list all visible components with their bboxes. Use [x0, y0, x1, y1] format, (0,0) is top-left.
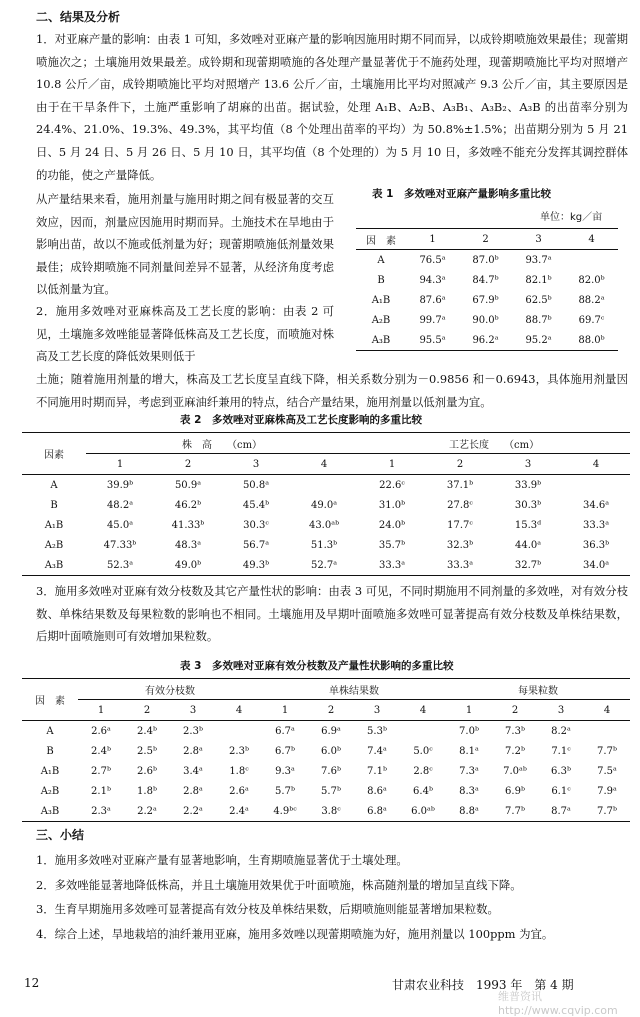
- table1-cell: 87.0ᵇ: [472, 254, 499, 266]
- table3-factor: A₁B: [40, 765, 60, 777]
- table3-factor: A: [46, 725, 54, 737]
- table3-cell: 7.6ᵇ: [321, 765, 341, 777]
- table-row: [356, 310, 618, 330]
- table3-cell: 6.9ᵃ: [321, 725, 341, 737]
- paragraph-plant-height-intro: 2．施用多效唑对亚麻株高及工艺长度的影响：由表 2 可见，土壤施多效唑能显著降低株高及工艺长度，而喷施对株高及工艺长度的降低效果则低于: [36, 304, 334, 364]
- table2-cell: 33.3ᵃ: [582, 519, 610, 531]
- table3-subcol: 2: [492, 700, 538, 721]
- table2-cell: 22.6ᶜ: [379, 479, 405, 491]
- table1-cell: 69.7ᶜ: [578, 314, 605, 326]
- table3-cell: 2.3ᵇ: [183, 725, 203, 737]
- paragraph-plant-height-cont: 土施；随着施用剂量的增大，株高及工艺长度呈直线下降，相关系数分别为－0.9856 和－0.6943，具体施用剂量因不同施用时期而异，考虑到亚麻油纤兼用的特点，结合产量结果，施用剂量以低剂量为宜。: [36, 372, 628, 409]
- table3-subcol: 3: [170, 700, 216, 721]
- table3-cell: 8.7ᵃ: [538, 801, 584, 822]
- table2-cell: 33.9ᵇ: [514, 479, 542, 491]
- table1-cell: 87.6ᵃ: [419, 294, 446, 306]
- table2-cell: 49.0ᵃ: [310, 499, 338, 511]
- table-row: [22, 721, 630, 742]
- table3-cell: 9.3ᵃ: [275, 765, 295, 777]
- table2-factor: A: [50, 479, 58, 491]
- table2-cell: 45.0ᵃ: [106, 519, 134, 531]
- table3-factor: A₃B: [22, 801, 78, 822]
- table2-subcol: 2: [154, 454, 222, 475]
- table3-cell: 7.7ᵇ: [597, 745, 617, 757]
- table2-cell: [562, 475, 630, 496]
- table-row: [356, 330, 618, 351]
- table2-cell: 49.0ᵇ: [154, 555, 222, 576]
- journal-footer: 甘肃农业科技 1993 年 第 4 期: [392, 978, 574, 992]
- table3-subheader-row: [22, 700, 630, 721]
- table2-cell: 44.0ᵃ: [514, 539, 542, 551]
- table1-cell: 82.0ᵇ: [578, 274, 605, 286]
- table3-cell: 2.4ᵇ: [137, 725, 157, 737]
- table3-cell: [216, 721, 262, 742]
- table2-group-row: [22, 433, 630, 454]
- table1-cell: 67.9ᵇ: [472, 294, 499, 306]
- table-row: [22, 475, 630, 496]
- table3-cell: 2.8ᵃ: [183, 785, 203, 797]
- table2-cell: 45.4ᵇ: [242, 499, 270, 511]
- page-number: 12: [24, 976, 40, 990]
- table3-cell: 2.2ᵃ: [170, 801, 216, 822]
- table3-cell: 2.6ᵇ: [137, 765, 157, 777]
- table3-cell: 2.7ᵇ: [91, 765, 111, 777]
- table3-cell: 7.2ᵇ: [505, 745, 525, 757]
- table2-cell: 51.3ᵇ: [310, 539, 338, 551]
- table2-cell: 47.33ᵇ: [103, 539, 137, 551]
- table3-cell: 6.1ᶜ: [551, 785, 571, 797]
- table3-cell: 2.3ᵇ: [229, 745, 249, 757]
- table2-cell: 35.7ᵇ: [378, 539, 406, 551]
- table2-cell: 49.3ᵇ: [222, 555, 290, 576]
- table3-cell: 6.3ᵇ: [551, 765, 571, 777]
- table3-subcol: 2: [124, 700, 170, 721]
- summary-list: [36, 848, 628, 946]
- list-item: 2．多效唑能显著地降低株高，并且土壤施用效果优于叶面喷施，株高随剂量的增加呈直线下降。: [36, 877, 522, 892]
- table2-cell: 37.1ᵇ: [446, 479, 474, 491]
- table2-subcol: 4: [290, 454, 358, 475]
- table2-subcol: 3: [494, 454, 562, 475]
- table2-group-length: 工艺长度 （cm）: [358, 433, 630, 454]
- table1-col: 4: [565, 229, 618, 250]
- list-item: 3．生育早期施用多效唑可显著提高有效分枝及单株结果数，后期喷施则能显著增加果粒数。: [36, 902, 499, 916]
- table3-cell: 2.6ᵃ: [91, 725, 111, 737]
- table1-cell: 76.5ᵃ: [419, 254, 446, 266]
- table1-cell: 88.7ᵇ: [525, 314, 552, 326]
- table3-cell: 8.2ᵃ: [551, 725, 571, 737]
- table2-corner: 因素: [22, 433, 86, 475]
- table2-cell: 46.2ᵇ: [174, 499, 202, 511]
- table3-cell: 7.1ᶜ: [551, 745, 571, 757]
- table1-factor: A₂B: [371, 314, 391, 326]
- table1-col: 1: [406, 229, 459, 250]
- table1-cell: 88.0ᵇ: [565, 330, 618, 351]
- table-row: [356, 270, 618, 290]
- table3-cell: 4.9ᵇᶜ: [262, 801, 308, 822]
- paragraph-branches: 3．施用多效唑对亚麻有效分枝数及其它产量性状的影响：由表 3 可见，不同时期施用不同剂量的多效唑，对有效分枝数、单株结果数及每果粒数的影响也不相同。土壤施用及早期叶面喷施多效唑可显著提高有效分枝数及单株结果数，后期叶面喷施则可有效增加果粒数。: [36, 584, 628, 644]
- table1-unit: 单位：kg／亩: [540, 212, 603, 223]
- table3-cell: 6.7ᵇ: [275, 745, 295, 757]
- paragraph-yield-effect: 1．对亚麻产量的影响：由表 1 可知，多效唑对亚麻产量的影响因施用时期不同而异，以成铃期喷施效果最佳；现蕾期喷施次之；土壤施用效果最差。成铃期和现蕾期喷施的各处理产量显著优于不施药处理，现蕾期喷施比平均对照增产 10.8 公斤／亩，成铃期喷施比平均对照增产 13.6 公斤／亩，土壤施用比平均对照减产 9.3 公斤／亩，其主要原因是由于在干旱条件下，土施严重影响了胡麻的出苗。据试验，处理 A₁B、A₂B、A₃B₁、A₃B₂、A₃B 的出苗率分别为 24.4%、21.0%、19.3%、49.3%，其平均值（8 个处理出苗率的平均）为 50.8%±1.5%；出苗期分别为 5 月 21 日、5 月 24 日、5 月 26 日、5 月 10 日，其平均值（8 个处理的）为 5 月 10 日，多效唑不能充分发挥其调控群体的功能，使之产量降低。: [36, 32, 628, 182]
- table3-cell: 5.7ᵇ: [275, 785, 295, 797]
- table3-group-branches: 有效分枝数: [78, 679, 262, 700]
- table3-subcol: 3: [354, 700, 400, 721]
- table3-cell: 6.8ᵃ: [354, 801, 400, 822]
- table1-cell: 88.2ᵃ: [578, 294, 605, 306]
- table-row: [22, 515, 630, 535]
- table2-cell: 50.9ᵃ: [174, 479, 202, 491]
- table3-cell: 1.8ᵇ: [137, 785, 157, 797]
- table1-factor: A₃B: [356, 330, 406, 351]
- table3-factor: B: [46, 745, 54, 757]
- table-row: [22, 555, 630, 576]
- table3-subcol: 1: [446, 700, 492, 721]
- table3-cell: 6.7ᵃ: [275, 725, 295, 737]
- table3-subcol: 2: [308, 700, 354, 721]
- table3-cell: 2.2ᵃ: [124, 801, 170, 822]
- table1-factor: A: [377, 254, 385, 266]
- table3-cell: 7.0ᵃᵇ: [503, 765, 527, 777]
- table2-subcol: 3: [222, 454, 290, 475]
- table1-cell: 84.7ᵇ: [472, 274, 499, 286]
- list-item: 4．综合上述，旱地栽培的油纤兼用亚麻，施用多效唑以现蕾期喷施为好，施用剂量以 100ppm 为宜。: [36, 926, 554, 941]
- table3-cell: 6.0ᵃᵇ: [400, 801, 446, 822]
- table3-cell: 7.3ᵇ: [505, 725, 525, 737]
- table1-cell: 96.2ᵃ: [459, 330, 512, 351]
- table3-cell: [400, 721, 446, 742]
- table2-caption: 表 2 多效唑对亚麻株高及工艺长度影响的多重比较: [180, 414, 422, 426]
- table3-cell: 2.1ᵇ: [91, 785, 111, 797]
- table3-cell: 7.5ᵃ: [597, 765, 617, 777]
- table2-cell: [290, 475, 358, 496]
- table3-factor: A₂B: [40, 785, 60, 797]
- table1-corner: 因 素: [356, 229, 406, 250]
- table1-col: 3: [512, 229, 565, 250]
- list-item: 1．施用多效唑对亚麻产量有显著地影响，生育期喷施显著优于土壤处理。: [36, 853, 408, 867]
- table2-cell: 17.7ᶜ: [447, 519, 473, 531]
- table3-cell: 6.4ᵇ: [413, 785, 433, 797]
- table2-cell: 30.3ᶜ: [243, 519, 269, 531]
- table3-corner: 因 素: [22, 679, 78, 721]
- table3-cell: 7.7ᵇ: [584, 801, 630, 822]
- table3-cell: [584, 721, 630, 742]
- table2-cell: 34.0ᵃ: [562, 555, 630, 576]
- table2-cell: 15.3ᵈ: [514, 519, 542, 531]
- paragraph-dose-timing: 从产量结果来看，施用剂量与施用时期之间有极显著的交互效应，因而，剂量应因施用时期而异。土施技术在旱地由于影响出苗，故以不施或低剂量为好；现蕾期喷施低剂量效果最佳；成铃期喷施不同剂量间差异不显著，从经济角度考虑以低剂量为宜。: [36, 192, 334, 297]
- table2-cell: 32.7ᵇ: [494, 555, 562, 576]
- table-row: [22, 761, 630, 781]
- table1-cell: 93.7ᵃ: [525, 254, 552, 266]
- table2-cell: 41.33ᵇ: [171, 519, 205, 531]
- table3-group-seeds: 每果粒数: [446, 679, 630, 700]
- table1-header-row: [356, 229, 618, 250]
- table3-cell: 5.3ᵇ: [367, 725, 387, 737]
- watermark: 维普资讯 http://www.cqvip.com: [498, 990, 618, 1017]
- table3-cell: 7.7ᵇ: [492, 801, 538, 822]
- table1-cell: 82.1ᵇ: [525, 274, 552, 286]
- table3-cell: 1.8ᶜ: [229, 765, 249, 777]
- table3-subcol: 3: [538, 700, 584, 721]
- table3-cell: 8.8ᵃ: [446, 801, 492, 822]
- table3-cell: 7.0ᵇ: [459, 725, 479, 737]
- table3-subcol: 1: [78, 700, 124, 721]
- table2-cell: 24.0ᵇ: [378, 519, 406, 531]
- table2-group-height: 株 高 （cm）: [86, 433, 358, 454]
- table3-cell: 6.0ᵇ: [321, 745, 341, 757]
- table3-cell: 5.7ᵇ: [321, 785, 341, 797]
- table3-caption: 表 3 多效唑对亚麻有效分枝数及产量性状影响的多重比较: [180, 660, 454, 672]
- table1-cell: 95.5ᵃ: [406, 330, 459, 351]
- table2-factor: A₂B: [44, 539, 64, 551]
- section-heading-summary: 三、小结: [36, 828, 85, 842]
- table2-subcol: 2: [426, 454, 494, 475]
- table3-group-fruits: 单株结果数: [262, 679, 446, 700]
- table1-cell: [565, 250, 618, 271]
- table-row: [22, 535, 630, 555]
- table3-subcol: 4: [584, 700, 630, 721]
- table2-cell: 33.3ᵃ: [426, 555, 494, 576]
- table1-cell: 62.5ᵇ: [525, 294, 552, 306]
- table1: [356, 228, 618, 351]
- table3-cell: 2.8ᶜ: [413, 765, 433, 777]
- table2-subcol: 4: [562, 454, 630, 475]
- table3-cell: 2.4ᵃ: [216, 801, 262, 822]
- table-row: [22, 741, 630, 761]
- table1-cell: 95.2ᵃ: [512, 330, 565, 351]
- table3-subcol: 1: [262, 700, 308, 721]
- table3-cell: 6.9ᵇ: [505, 785, 525, 797]
- table2-cell: 50.8ᵃ: [242, 479, 270, 491]
- table2-cell: 31.0ᵇ: [378, 499, 406, 511]
- table2-cell: 56.7ᵃ: [242, 539, 270, 551]
- table3-subcol: 4: [400, 700, 446, 721]
- table-row: [22, 495, 630, 515]
- table-row: [22, 801, 630, 822]
- table3-subcol: 4: [216, 700, 262, 721]
- table2-cell: 43.0ᵃᵇ: [308, 519, 340, 531]
- table3: [22, 678, 630, 822]
- table2-cell: 30.3ᵇ: [514, 499, 542, 511]
- table3-cell: 2.6ᵃ: [229, 785, 249, 797]
- table1-col: 2: [459, 229, 512, 250]
- table-row: [356, 290, 618, 310]
- table1-cell: 94.3ᵃ: [419, 274, 446, 286]
- table3-cell: 8.1ᵃ: [459, 745, 479, 757]
- table1-factor: B: [377, 274, 385, 286]
- table3-cell: 3.4ᵃ: [183, 765, 203, 777]
- table1-cell: 90.0ᵇ: [472, 314, 499, 326]
- table-row: [22, 781, 630, 801]
- table2-cell: 52.3ᵃ: [86, 555, 154, 576]
- section-heading-results: 二、结果及分析: [36, 10, 121, 24]
- table2-subheader-row: [22, 454, 630, 475]
- table2-subcol: 1: [86, 454, 154, 475]
- table2: [22, 432, 630, 576]
- table3-cell: 8.6ᵃ: [367, 785, 387, 797]
- table2-cell: 27.8ᶜ: [447, 499, 473, 511]
- table2-cell: 33.3ᵃ: [358, 555, 426, 576]
- table3-cell: 2.3ᵃ: [78, 801, 124, 822]
- table2-factor: B: [50, 499, 58, 511]
- table3-cell: 7.4ᵃ: [367, 745, 387, 757]
- table2-cell: 36.3ᵇ: [582, 539, 610, 551]
- table2-cell: 39.9ᵇ: [106, 479, 134, 491]
- table1-cell: 99.7ᵃ: [419, 314, 446, 326]
- table3-cell: 3.8ᶜ: [308, 801, 354, 822]
- table3-cell: 8.3ᵃ: [459, 785, 479, 797]
- table1-caption: 表 1 多效唑对亚麻产量影响多重比较: [372, 188, 551, 200]
- table2-cell: 48.3ᵃ: [174, 539, 202, 551]
- table2-cell: 52.7ᵃ: [290, 555, 358, 576]
- table3-cell: 5.0ᶜ: [413, 745, 433, 757]
- table3-group-row: [22, 679, 630, 700]
- table3-cell: 2.4ᵇ: [91, 745, 111, 757]
- table2-cell: 34.6ᵃ: [582, 499, 610, 511]
- table3-cell: 7.3ᵃ: [459, 765, 479, 777]
- table2-factor: A₃B: [22, 555, 86, 576]
- table3-cell: 7.1ᵇ: [367, 765, 387, 777]
- table3-cell: 2.8ᵃ: [183, 745, 203, 757]
- table1-factor: A₁B: [371, 294, 391, 306]
- table2-cell: 48.2ᵃ: [106, 499, 134, 511]
- table-row: [356, 250, 618, 271]
- table3-cell: 2.5ᵇ: [137, 745, 157, 757]
- table2-cell: 32.3ᵇ: [446, 539, 474, 551]
- table3-cell: 7.9ᵃ: [597, 785, 617, 797]
- table2-subcol: 1: [358, 454, 426, 475]
- table2-factor: A₁B: [44, 519, 64, 531]
